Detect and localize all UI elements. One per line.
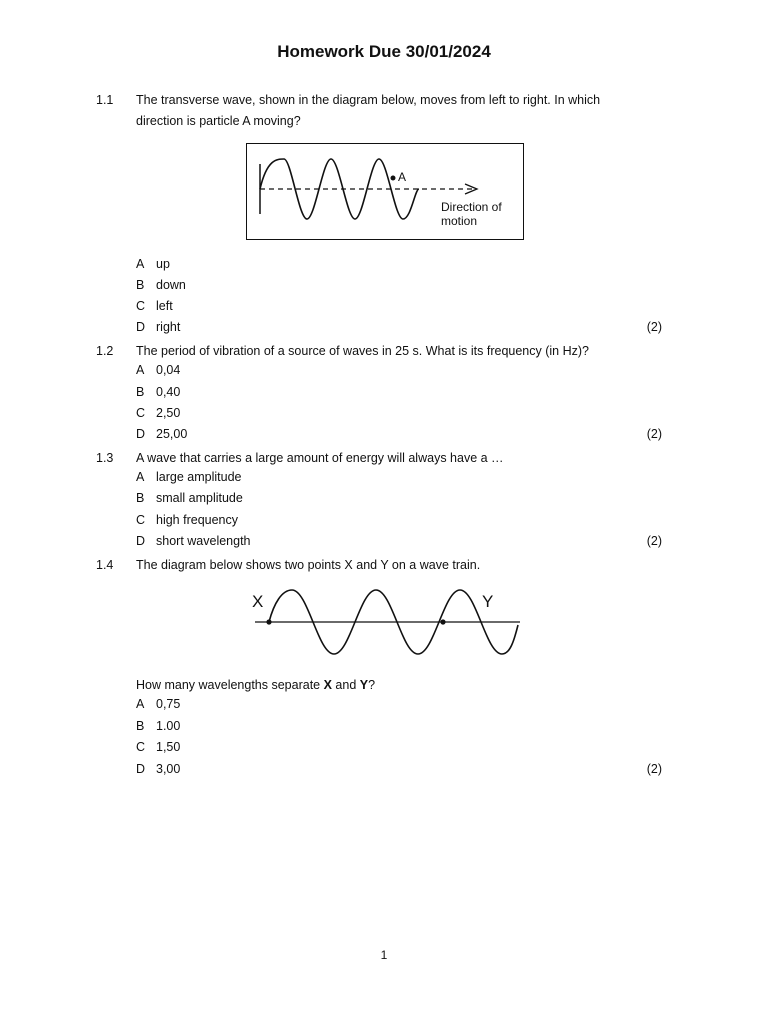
question-number: 1.4	[96, 558, 114, 572]
question-text: The period of vibration of a source of waves in 25 s. What is its frequency (in Hz)?	[136, 344, 589, 358]
option-text: high frequency	[156, 513, 239, 527]
direction-label: Direction of motion	[441, 200, 502, 228]
option-letter: A	[136, 363, 145, 377]
option-text: 3,00	[156, 762, 181, 776]
particle-a-dot	[391, 176, 396, 181]
point-y-dot	[440, 619, 445, 624]
followup-text: and	[331, 678, 360, 692]
option-text: right	[156, 320, 181, 334]
option-text: 0,40	[156, 385, 181, 399]
option-text: large amplitude	[156, 470, 242, 484]
marks: (2)	[646, 762, 662, 776]
page-title: Homework Due 30/01/2024	[277, 42, 491, 61]
option-text: down	[156, 278, 186, 292]
option-letter: C	[136, 406, 146, 420]
followup-text: ?	[368, 678, 376, 692]
option-text: 25,00	[156, 427, 188, 441]
followup-y: Y	[359, 678, 369, 692]
question-number: 1.3	[96, 451, 114, 465]
question-text: The diagram below shows two points X and Y on a wave train.	[136, 558, 481, 572]
option-text: left	[156, 299, 173, 313]
marks: (2)	[646, 427, 662, 441]
option-letter: B	[136, 719, 145, 733]
question-text: The transverse wave, shown in the diagram below, moves from left to right. In which direction is particle A moving?	[136, 93, 601, 128]
followup-x: X	[323, 678, 332, 692]
option-letter: B	[136, 491, 145, 505]
followup-text: How many wavelengths separate	[136, 678, 324, 692]
point-y-label: Y	[482, 592, 494, 611]
point-x-dot	[266, 619, 271, 624]
page-number: 1	[380, 948, 388, 962]
option-letter: B	[136, 385, 145, 399]
option-letter: C	[136, 299, 146, 313]
option-text: 1.00	[156, 719, 181, 733]
option-text: short wavelength	[156, 534, 251, 548]
wave-train-diagram	[250, 585, 525, 660]
option-letter: B	[136, 278, 145, 292]
option-text: 1,50	[156, 740, 181, 754]
option-letter: D	[136, 320, 146, 334]
option-text: 2,50	[156, 406, 181, 420]
option-letter: D	[136, 427, 146, 441]
point-x-label: X	[252, 592, 264, 611]
option-letter: D	[136, 762, 146, 776]
option-letter: C	[136, 740, 146, 754]
option-letter: A	[136, 257, 145, 271]
transverse-wave-diagram	[246, 143, 524, 240]
question-number: 1.1	[96, 93, 114, 107]
option-letter: D	[136, 534, 146, 548]
question-number: 1.2	[96, 344, 114, 358]
option-letter: A	[136, 470, 145, 484]
question-text: A wave that carries a large amount of energy will always have a …	[136, 451, 504, 465]
option-letter: A	[136, 697, 145, 711]
option-text: 0,75	[156, 697, 181, 711]
followup-question	[136, 675, 636, 696]
option-letter: C	[136, 513, 146, 527]
marks: (2)	[646, 320, 662, 334]
option-text: up	[156, 257, 170, 271]
option-text: small amplitude	[156, 491, 243, 505]
marks: (2)	[646, 534, 662, 548]
particle-label: A	[398, 170, 407, 184]
option-text: 0,04	[156, 363, 181, 377]
